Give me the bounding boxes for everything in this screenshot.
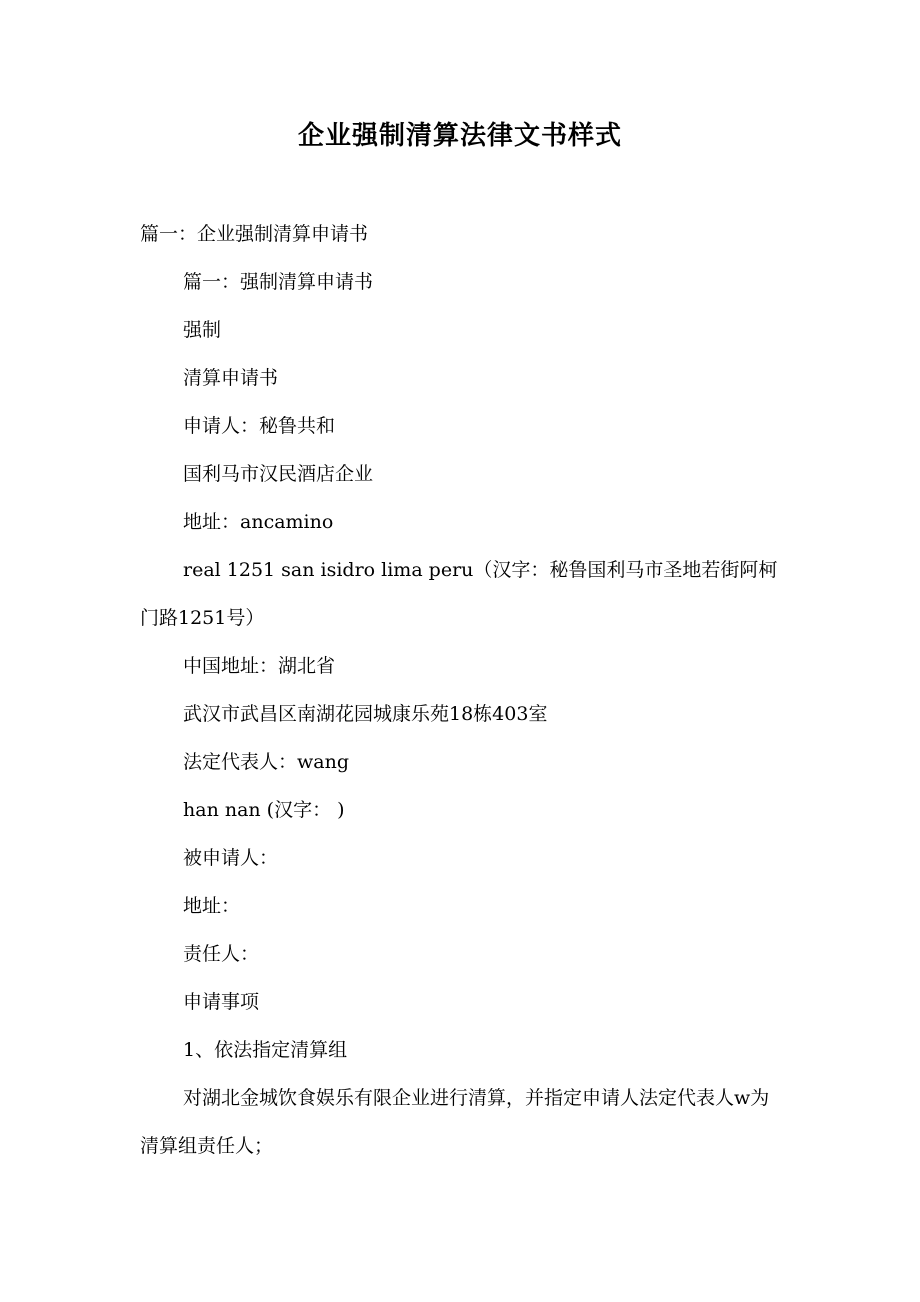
application-item-detail-paragraph: 对湖北金城饮食娱乐有限企业进行清算，并指定申请人法定代表人w为清算组责任人； [140,1087,770,1157]
responsible-person-line: 责任人： [183,943,260,965]
paragraph-line: han nan (汉字： ) [183,799,345,821]
applicant-line: 申请人：秘鲁共和 [183,415,336,437]
paragraph-line: 国利马市汉民酒店企业 [183,463,374,485]
address-detail-paragraph: real 1251 san isidro lima peru（汉字：秘鲁国利马市圣地若街阿柯门路1251号） [140,559,778,629]
document-title: 企业强制清算法律文书样式 [297,121,622,151]
paragraph-line: 武汉市武昌区南湖花园城康乐苑18栋403室 [183,703,548,725]
paragraph-line: 篇一：强制清算申请书 [183,271,374,293]
section-heading: 篇一：企业强制清算申请书 [140,223,369,245]
respondent-line: 被申请人： [183,847,279,869]
application-item-1: 1、依法指定清算组 [183,1039,348,1061]
paragraph-line: 清算申请书 [183,367,279,389]
respondent-address-line: 地址： [183,895,241,917]
address-line: 地址：ancamino [183,511,334,533]
document-body [140,210,785,1170]
application-items-heading: 申请事项 [183,991,260,1013]
paragraph-line: 强制 [183,319,222,341]
legal-representative-line: 法定代表人：wang [183,751,349,773]
china-address-line: 中国地址：湖北省 [183,655,336,677]
